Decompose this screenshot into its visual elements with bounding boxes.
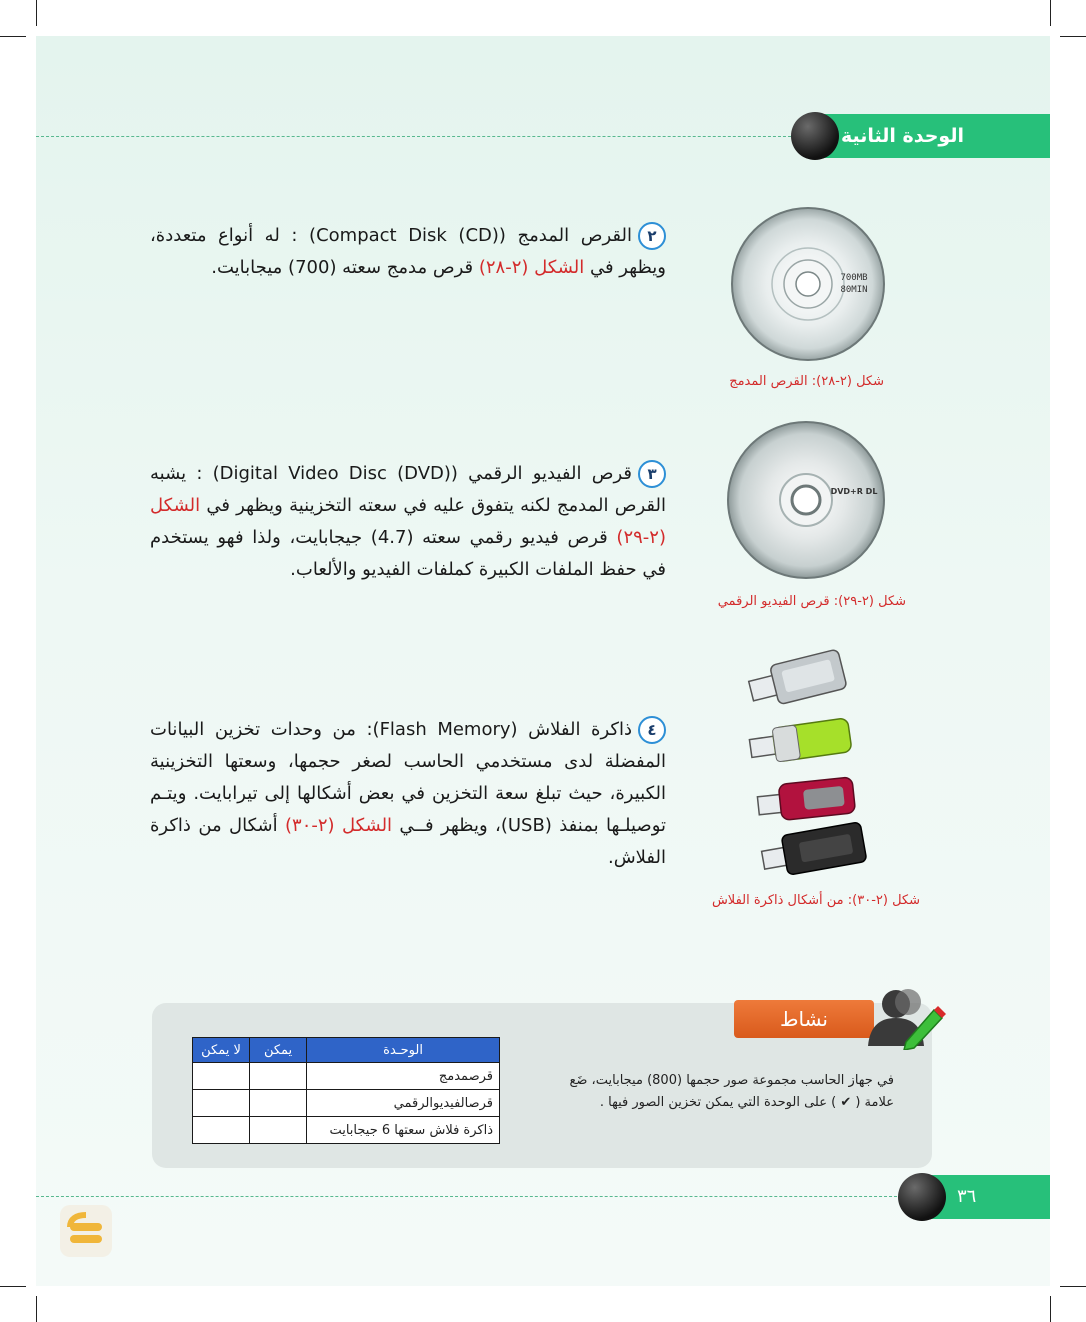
figure-caption-dvd: شكل (٢-٢٩): قرص الفيديو الرقمي [717, 594, 906, 609]
table-header-can: يمكن [250, 1038, 307, 1063]
table-cell-can[interactable] [250, 1117, 307, 1144]
dvd-hole [792, 486, 820, 514]
flash-drive-black [760, 822, 867, 879]
crop-mark [0, 1286, 26, 1287]
item-text: قرص الفيديو الرقمي (Digital Video Disc (DVD)) : يشبه القرص المدمج لكنه يتفوق عليه في سعته التخزينية ويظهر في [150, 463, 666, 516]
crop-mark [1060, 36, 1086, 37]
figure-reference: الشكل (٢-٢٩) [150, 495, 666, 548]
item-text-end: قرص مدمج سعته (700) ميجابايت. [211, 257, 479, 278]
table-row [193, 1063, 500, 1090]
table-row [193, 1117, 500, 1144]
figure-caption-cd: شكل (٢-٢٨): القرص المدمج [729, 374, 884, 389]
table-row [193, 1090, 500, 1117]
item-number: ٣ [638, 460, 666, 488]
unit-title: الوحدة الثانية [820, 114, 1050, 158]
item-number: ٢ [638, 222, 666, 250]
page-number: ٣٦ [925, 1175, 1050, 1219]
cd-label-line2: 80MIN [840, 285, 868, 295]
item-cd [150, 220, 666, 284]
crop-mark [36, 1296, 37, 1322]
activity-instructions: في جهاز الحاسب مجموعة صور حجمها (800) ميجابايت، ضَع علامة ( ✔ ) على الوحدة التي يمكن تخزين الصور فيها . [569, 1073, 894, 1110]
crop-mark [0, 36, 26, 37]
activity-table [192, 1037, 500, 1144]
item-flash [150, 714, 666, 874]
item-text-end: أشكال من ذاكرة الفلاش. [150, 815, 666, 868]
flash-drive-silver [746, 649, 847, 711]
table-header-cannot: لا يمكن [193, 1038, 250, 1063]
dvd-disc-image [726, 420, 886, 580]
item-dvd [150, 458, 666, 586]
header-divider [36, 136, 796, 137]
table-cell-cannot[interactable] [193, 1117, 250, 1144]
footer-knob-icon [898, 1173, 946, 1221]
item-text: القرص المدمج (Compact Disk (CD)) : له أنواع متعددة، ويظهر في [150, 225, 666, 278]
table-header-unit: الوحـدة [307, 1038, 500, 1063]
dvd-label: DVD+R DL [830, 487, 878, 496]
crop-mark [36, 0, 37, 26]
item-number: ٤ [638, 716, 666, 744]
table-cell-unit: ذاكرة فلاش سعتها 6 جيجابايت [307, 1117, 500, 1144]
flash-drive-lime [748, 718, 852, 766]
table-cell-can[interactable] [250, 1090, 307, 1117]
figure-reference: الشكل (٢-٢٨) [478, 257, 585, 278]
user-edit-icon [862, 984, 946, 1050]
table-cell-cannot[interactable] [193, 1090, 250, 1117]
flash-drives-image [744, 640, 870, 880]
publisher-logo-icon [60, 1205, 112, 1257]
crop-mark [1050, 0, 1051, 26]
footer-divider [36, 1196, 902, 1197]
table-cell-can[interactable] [250, 1063, 307, 1090]
figure-reference: الشكل (٢-٣٠) [285, 815, 393, 836]
crop-mark [1060, 1286, 1086, 1287]
table-cell-unit: قرصالفيديوالرقمي [307, 1090, 500, 1117]
table-cell-unit: قرصمدمج [307, 1063, 500, 1090]
cd-disc-image [730, 206, 886, 362]
cd-hole [796, 272, 820, 296]
flash-drive-red [756, 777, 855, 823]
table-cell-cannot[interactable] [193, 1063, 250, 1090]
activity-label: نشاط [734, 1000, 874, 1038]
header-knob-icon [791, 112, 839, 160]
item-text-end: قرص فيديو رقمي سعته (4.7) جيجابايت، ولذا فهو يستخدم في حفظ الملفات الكبيرة كملفات الفيديو والألعاب. [150, 527, 666, 580]
figure-caption-flash: شكل (٢-٣٠): من أشكال ذاكرة الفلاش [711, 893, 920, 908]
crop-mark [1050, 1296, 1051, 1322]
item-text: ذاكرة الفلاش (Flash Memory): من وحدات تخزين البيانات المفضلة لدى مستخدمي الحاسب لصغر حجمها، وسعتها التخزينية الكبيرة، حيث تبلغ سعة التخزين في بعض أشكالها إلى تيرابايت. ويتـم توصيلـها بمنفذ (USB)، ويظهر فــي [150, 719, 667, 836]
cd-label-line1: 700MB [840, 273, 868, 283]
